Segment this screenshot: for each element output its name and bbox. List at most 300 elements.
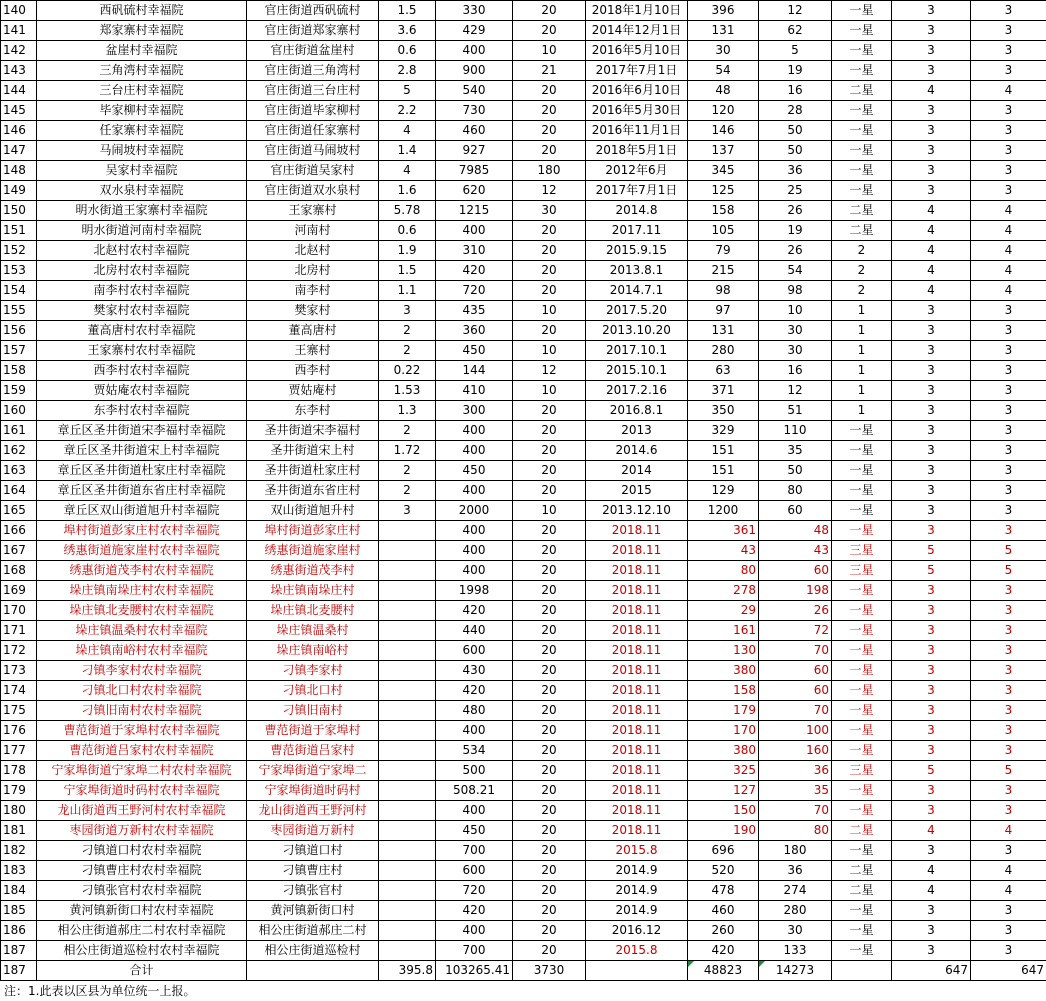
facility-name-cell: 垛庄镇温桑村农村幸福院 [37,621,247,641]
area-cell [379,741,436,761]
table-row [1,1,1046,21]
score-b-cell: 3 [971,461,1046,481]
score-b-cell: 3 [971,181,1046,201]
score-a-cell: 647 [892,961,971,981]
location-cell: 王家寨村 [247,201,379,221]
score-a-cell: 3 [892,301,971,321]
score-b-cell: 3 [971,661,1046,681]
row-number-cell: 153 [1,261,37,281]
score-a-cell: 3 [892,601,971,621]
row-number-cell: 184 [1,881,37,901]
star-rating-cell: 1 [832,361,892,381]
score-a-cell: 3 [892,581,971,601]
facility-name-cell: 龙山街道西王野河村农村幸福院 [37,801,247,821]
row-number-cell: 173 [1,661,37,681]
table-row [1,541,1046,561]
location-cell: 刁镇道口村 [247,841,379,861]
beds-cell: 20 [513,661,586,681]
member-count-cell: 30 [759,341,832,361]
beds-cell: 180 [513,161,586,181]
opening-date-cell: 2017.5.20 [586,301,688,321]
beds-cell: 12 [513,181,586,201]
row-number-cell: 155 [1,301,37,321]
table-row [1,21,1046,41]
area-cell: 1.3 [379,401,436,421]
score-b-cell: 3 [971,161,1046,181]
facility-name-cell: 盆崖村幸福院 [37,41,247,61]
opening-date-cell: 2018.11 [586,621,688,641]
row-number-cell: 145 [1,101,37,121]
facility-name-cell: 曹范街道于家埠村农村幸福院 [37,721,247,741]
building-area-cell: 310 [436,241,513,261]
opening-date-cell: 2014.7.1 [586,281,688,301]
member-count-cell: 110 [759,421,832,441]
score-b-cell: 4 [971,221,1046,241]
score-a-cell: 3 [892,401,971,421]
location-cell: 刁镇曹庄村 [247,861,379,881]
row-number-cell: 166 [1,521,37,541]
row-number-cell: 177 [1,741,37,761]
location-cell: 相公庄街道郝庄二村 [247,921,379,941]
member-count-cell: 133 [759,941,832,961]
location-cell: 董高唐村 [247,321,379,341]
service-count-cell: 48 [688,81,759,101]
area-cell [379,881,436,901]
location-cell: 垛庄镇温桑村 [247,621,379,641]
location-cell: 垛庄镇南峪村 [247,641,379,661]
opening-date-cell: 2017.11 [586,221,688,241]
table-row [1,761,1046,781]
beds-cell: 20 [513,561,586,581]
row-number-cell: 143 [1,61,37,81]
facility-name-cell: 明水街道王家寨村幸福院 [37,201,247,221]
beds-cell: 20 [513,821,586,841]
score-b-cell: 3 [971,441,1046,461]
opening-date-cell: 2018.11 [586,801,688,821]
row-number-cell: 160 [1,401,37,421]
opening-date-cell: 2018.11 [586,581,688,601]
area-cell: 4 [379,161,436,181]
score-a-cell: 3 [892,841,971,861]
building-area-cell: 450 [436,821,513,841]
service-count-cell: 420 [688,941,759,961]
facility-name-cell: 宁家埠街道宁家埠二村农村幸福院 [37,761,247,781]
opening-date-cell: 2014.9 [586,861,688,881]
opening-date-cell: 2018.11 [586,641,688,661]
member-count-cell: 100 [759,721,832,741]
row-number-cell: 142 [1,41,37,61]
row-number-cell: 150 [1,201,37,221]
beds-cell: 20 [513,861,586,881]
opening-date-cell: 2016年5月10日 [586,41,688,61]
row-number-cell: 161 [1,421,37,441]
member-count-cell: 51 [759,401,832,421]
score-b-cell: 5 [971,541,1046,561]
building-area-cell: 600 [436,861,513,881]
area-cell [379,861,436,881]
score-a-cell: 3 [892,721,971,741]
location-cell: 东李村 [247,401,379,421]
location-cell: 枣园街道万新村 [247,821,379,841]
area-cell [379,601,436,621]
facility-name-cell: 刁镇旧南村农村幸福院 [37,701,247,721]
beds-cell: 10 [513,381,586,401]
service-count-cell: 179 [688,701,759,721]
star-rating-cell: 一星 [832,921,892,941]
building-area-cell: 103265.41 [436,961,513,981]
beds-cell: 20 [513,541,586,561]
score-b-cell: 647 [971,961,1046,981]
service-count-cell: 345 [688,161,759,181]
service-count-cell: 329 [688,421,759,441]
service-count-cell: 97 [688,301,759,321]
opening-date-cell: 2013.12.10 [586,501,688,521]
location-cell: 刁镇北口村 [247,681,379,701]
score-b-cell: 3 [971,721,1046,741]
service-count-cell: 396 [688,1,759,21]
facility-name-cell: 南李村农村幸福院 [37,281,247,301]
score-a-cell: 3 [892,341,971,361]
location-cell: 绣惠街道施家崖村 [247,541,379,561]
area-cell [379,921,436,941]
total-row [1,961,1046,981]
row-number-cell: 165 [1,501,37,521]
score-b-cell: 4 [971,81,1046,101]
beds-cell: 20 [513,781,586,801]
table-row [1,861,1046,881]
table-row [1,821,1046,841]
building-area-cell: 7985 [436,161,513,181]
member-count-cell: 12 [759,1,832,21]
beds-cell: 20 [513,441,586,461]
star-rating-cell: 二星 [832,881,892,901]
building-area-cell: 1998 [436,581,513,601]
opening-date-cell: 2013.10.20 [586,321,688,341]
area-cell: 1.9 [379,241,436,261]
beds-cell: 20 [513,1,586,21]
building-area-cell: 730 [436,101,513,121]
facility-name-cell: 刁镇道口村农村幸福院 [37,841,247,861]
star-rating-cell: 一星 [832,901,892,921]
table-row [1,241,1046,261]
row-number-cell: 179 [1,781,37,801]
area-cell [379,641,436,661]
score-b-cell: 4 [971,881,1046,901]
facility-name-cell: 马闹坡村幸福院 [37,141,247,161]
score-b-cell: 3 [971,741,1046,761]
opening-date-cell: 2015.8 [586,841,688,861]
service-count-cell: 151 [688,441,759,461]
member-count-cell: 54 [759,261,832,281]
table-row [1,741,1046,761]
opening-date-cell: 2014.9 [586,901,688,921]
service-count-cell: 54 [688,61,759,81]
service-count-cell: 48823 [688,961,759,981]
facility-name-cell: 三台庄村幸福院 [37,81,247,101]
member-count-cell: 35 [759,781,832,801]
service-count-cell: 161 [688,621,759,641]
building-area-cell: 500 [436,761,513,781]
score-a-cell: 3 [892,801,971,821]
row-number-cell: 157 [1,341,37,361]
building-area-cell: 420 [436,601,513,621]
beds-cell: 20 [513,521,586,541]
score-b-cell: 4 [971,241,1046,261]
area-cell: 1.4 [379,141,436,161]
row-number-cell: 187 [1,941,37,961]
area-cell: 1.5 [379,1,436,21]
member-count-cell: 50 [759,461,832,481]
score-a-cell: 3 [892,181,971,201]
location-cell: 官庄街道吴家村 [247,161,379,181]
facility-name-cell: 刁镇曹庄村农村幸福院 [37,861,247,881]
area-cell: 4 [379,121,436,141]
score-b-cell: 3 [971,701,1046,721]
table-row [1,601,1046,621]
service-count-cell: 129 [688,481,759,501]
location-cell: 官庄街道毕家柳村 [247,101,379,121]
member-count-cell: 12 [759,381,832,401]
beds-cell: 10 [513,301,586,321]
score-a-cell: 5 [892,561,971,581]
area-cell [379,561,436,581]
service-count-cell: 151 [688,461,759,481]
row-number-cell: 169 [1,581,37,601]
table-row [1,781,1046,801]
building-area-cell: 400 [436,921,513,941]
opening-date-cell: 2013 [586,421,688,441]
facility-name-cell: 王家寨村农村幸福院 [37,341,247,361]
table-row [1,681,1046,701]
opening-date-cell: 2016.8.1 [586,401,688,421]
location-cell: 垛庄镇北麦腰村 [247,601,379,621]
member-count-cell: 26 [759,601,832,621]
area-cell: 2 [379,321,436,341]
area-cell: 3 [379,501,436,521]
service-count-cell: 696 [688,841,759,861]
score-b-cell: 3 [971,21,1046,41]
building-area-cell: 400 [436,421,513,441]
score-a-cell: 4 [892,221,971,241]
building-area-cell: 460 [436,121,513,141]
score-b-cell: 3 [971,581,1046,601]
score-b-cell: 3 [971,621,1046,641]
area-cell: 3.6 [379,21,436,41]
opening-date-cell: 2014.8 [586,201,688,221]
service-count-cell: 63 [688,361,759,381]
location-cell: 刁镇旧南村 [247,701,379,721]
star-rating-cell: 一星 [832,801,892,821]
star-rating-cell: 1 [832,301,892,321]
service-count-cell: 127 [688,781,759,801]
row-number-cell: 141 [1,21,37,41]
beds-cell: 20 [513,481,586,501]
member-count-cell: 70 [759,641,832,661]
star-rating-cell: 一星 [832,441,892,461]
row-number-cell: 181 [1,821,37,841]
star-rating-cell: 一星 [832,941,892,961]
table-row [1,521,1046,541]
service-count-cell: 460 [688,901,759,921]
beds-cell: 20 [513,101,586,121]
facility-name-cell: 相公庄街道巡检村农村幸福院 [37,941,247,961]
facility-name-cell: 西矾硫村幸福院 [37,1,247,21]
service-count-cell: 150 [688,801,759,821]
service-count-cell: 120 [688,101,759,121]
member-count-cell: 70 [759,701,832,721]
opening-date-cell: 2015 [586,481,688,501]
score-b-cell: 4 [971,261,1046,281]
location-cell: 刁镇李家村 [247,661,379,681]
row-number-cell: 152 [1,241,37,261]
facility-name-cell: 合计 [37,961,247,981]
opening-date-cell: 2018.11 [586,741,688,761]
service-count-cell: 1200 [688,501,759,521]
facility-name-cell: 绣惠街道施家崖村农村幸福院 [37,541,247,561]
area-cell [379,521,436,541]
beds-cell: 30 [513,201,586,221]
beds-cell: 20 [513,261,586,281]
location-cell: 宁家埠街道宁家埠二 [247,761,379,781]
building-area-cell: 620 [436,181,513,201]
service-count-cell: 105 [688,221,759,241]
opening-date-cell: 2018.11 [586,781,688,801]
star-rating-cell: 一星 [832,101,892,121]
star-rating-cell: 一星 [832,61,892,81]
table-row [1,301,1046,321]
score-a-cell: 4 [892,861,971,881]
service-count-cell: 380 [688,741,759,761]
building-area-cell: 360 [436,321,513,341]
beds-cell: 20 [513,401,586,421]
score-a-cell: 3 [892,621,971,641]
opening-date-cell: 2012年6月 [586,161,688,181]
score-a-cell: 3 [892,901,971,921]
facility-name-cell: 西李村农村幸福院 [37,361,247,381]
member-count-cell: 30 [759,921,832,941]
building-area-cell: 420 [436,681,513,701]
score-b-cell: 5 [971,561,1046,581]
service-count-cell: 146 [688,121,759,141]
table-row [1,621,1046,641]
member-count-cell: 25 [759,181,832,201]
service-count-cell: 170 [688,721,759,741]
star-rating-cell: 一星 [832,521,892,541]
table-row [1,81,1046,101]
beds-cell: 20 [513,21,586,41]
member-count-cell: 36 [759,861,832,881]
location-cell: 南李村 [247,281,379,301]
building-area-cell: 400 [436,441,513,461]
row-number-cell: 151 [1,221,37,241]
score-a-cell: 4 [892,821,971,841]
table-row [1,801,1046,821]
star-rating-cell: 一星 [832,481,892,501]
score-a-cell: 3 [892,501,971,521]
score-a-cell: 3 [892,521,971,541]
opening-date-cell: 2018.11 [586,521,688,541]
building-area-cell: 400 [436,481,513,501]
member-count-cell: 180 [759,841,832,861]
area-cell [379,621,436,641]
beds-cell: 20 [513,281,586,301]
service-count-cell: 125 [688,181,759,201]
row-number-cell: 167 [1,541,37,561]
facility-name-cell: 章丘区圣井街道杜家庄村幸福院 [37,461,247,481]
star-rating-cell: 一星 [832,721,892,741]
score-a-cell: 3 [892,781,971,801]
service-count-cell: 280 [688,341,759,361]
beds-cell: 20 [513,941,586,961]
building-area-cell: 508.21 [436,781,513,801]
service-count-cell: 30 [688,41,759,61]
member-count-cell: 14273 [759,961,832,981]
row-number-cell: 140 [1,1,37,21]
service-count-cell: 158 [688,201,759,221]
location-cell: 官庄街道三角湾村 [247,61,379,81]
row-number-cell: 168 [1,561,37,581]
opening-date-cell: 2016年11月1日 [586,121,688,141]
table-row [1,461,1046,481]
star-rating-cell: 一星 [832,461,892,481]
score-b-cell: 3 [971,381,1046,401]
service-count-cell: 29 [688,601,759,621]
facility-name-cell: 相公庄街道郝庄二村农村幸福院 [37,921,247,941]
star-rating-cell: 一星 [832,161,892,181]
row-number-cell: 170 [1,601,37,621]
location-cell: 北赵村 [247,241,379,261]
beds-cell: 20 [513,841,586,861]
score-a-cell: 3 [892,461,971,481]
member-count-cell: 98 [759,281,832,301]
building-area-cell: 435 [436,301,513,321]
service-count-cell: 520 [688,861,759,881]
beds-cell: 3730 [513,961,586,981]
building-area-cell: 700 [436,941,513,961]
table-row [1,501,1046,521]
opening-date-cell: 2015.8 [586,941,688,961]
service-count-cell: 131 [688,21,759,41]
score-a-cell: 3 [892,1,971,21]
facility-name-cell: 章丘区圣井街道宋李福村幸福院 [37,421,247,441]
star-rating-cell: 一星 [832,1,892,21]
building-area-cell: 900 [436,61,513,81]
opening-date-cell: 2017.10.1 [586,341,688,361]
location-cell: 北房村 [247,261,379,281]
score-a-cell: 3 [892,481,971,501]
star-rating-cell: 一星 [832,141,892,161]
table-row [1,161,1046,181]
score-a-cell: 3 [892,61,971,81]
member-count-cell: 30 [759,321,832,341]
building-area-cell: 450 [436,461,513,481]
opening-date-cell: 2018.11 [586,721,688,741]
table-row [1,421,1046,441]
location-cell: 官庄街道双水泉村 [247,181,379,201]
score-b-cell: 3 [971,121,1046,141]
building-area-cell: 2000 [436,501,513,521]
row-number-cell: 146 [1,121,37,141]
member-count-cell: 16 [759,81,832,101]
area-cell [379,661,436,681]
location-cell: 双山街道旭升村 [247,501,379,521]
member-count-cell: 10 [759,301,832,321]
member-count-cell: 26 [759,201,832,221]
beds-cell: 20 [513,801,586,821]
star-rating-cell: 三星 [832,541,892,561]
row-number-cell: 186 [1,921,37,941]
member-count-cell: 274 [759,881,832,901]
